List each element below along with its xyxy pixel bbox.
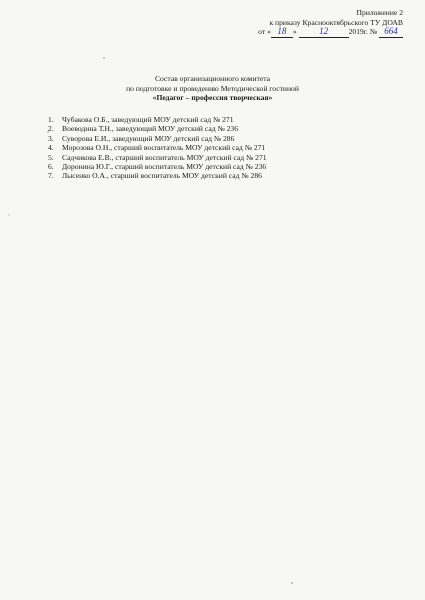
order-number-prefix: № (369, 27, 378, 37)
order-number-handwritten: 664 (384, 26, 398, 37)
list-item-text: Воеводина Т.Н., заведующий МОУ детский сад № 236 (62, 124, 238, 134)
title-line-2: по подготовке и проведению Методической гостиной (126, 83, 299, 93)
date-day-handwritten: 18 (277, 26, 287, 37)
list-item-text: Суворова Е.И., заведующий МОУ детский сад № 286 (62, 133, 235, 143)
scan-speck (291, 582, 293, 584)
list-item-number: 5. (48, 152, 54, 162)
list-item (48, 115, 267, 124)
order-date-line (213, 27, 403, 38)
date-mid: » (292, 27, 297, 37)
order-reference: к приказу Краснооктябрьского ТУ ДОАВ (269, 17, 403, 27)
scan-speck (8, 214, 10, 216)
committee-member-list (48, 115, 267, 181)
list-item-text: Чубакова О.Б., заведующий МОУ детский сад № 271 (62, 115, 234, 124)
scan-speck (103, 57, 105, 59)
list-item-text: Морозова О.Н., старший воспитатель МОУ детский сад № 271 (62, 143, 266, 153)
date-year: 2019г. (348, 27, 368, 37)
list-item-text: Доронина Ю.Г., старший воспитатель МОУ детский сад № 236 (62, 162, 267, 172)
list-item-number: 4. (48, 143, 54, 153)
list-item-text: Лысенко О.А., старший воспитатель МОУ детский сад № 286 (62, 171, 262, 181)
list-item (48, 171, 267, 180)
list-item (48, 153, 267, 162)
list-item (48, 143, 267, 152)
list-item-number: 3. (48, 133, 54, 143)
appendix-label: Приложение 2 (356, 8, 403, 17)
title-event-name: «Педагог – профессия творческая» (152, 93, 273, 103)
date-prefix: от « (258, 27, 271, 37)
list-item (48, 124, 267, 133)
list-item-number: 1. (48, 115, 54, 124)
list-item (48, 134, 267, 143)
appendix-header (213, 8, 403, 38)
date-day-field (271, 27, 293, 38)
list-item-text: Садчикова Е.В., старший воспитатель МОУ детский сад № 271 (62, 152, 267, 162)
date-month-field (299, 27, 349, 38)
title-line-1: Состав организационного комитета (154, 74, 271, 83)
document-title (0, 74, 425, 103)
date-month-handwritten: 12 (319, 26, 329, 37)
list-item-number: 2. (48, 124, 54, 134)
list-item-number: 7. (48, 171, 54, 181)
list-item-number: 6. (48, 162, 54, 172)
list-item (48, 162, 267, 171)
order-number-field (379, 27, 403, 38)
